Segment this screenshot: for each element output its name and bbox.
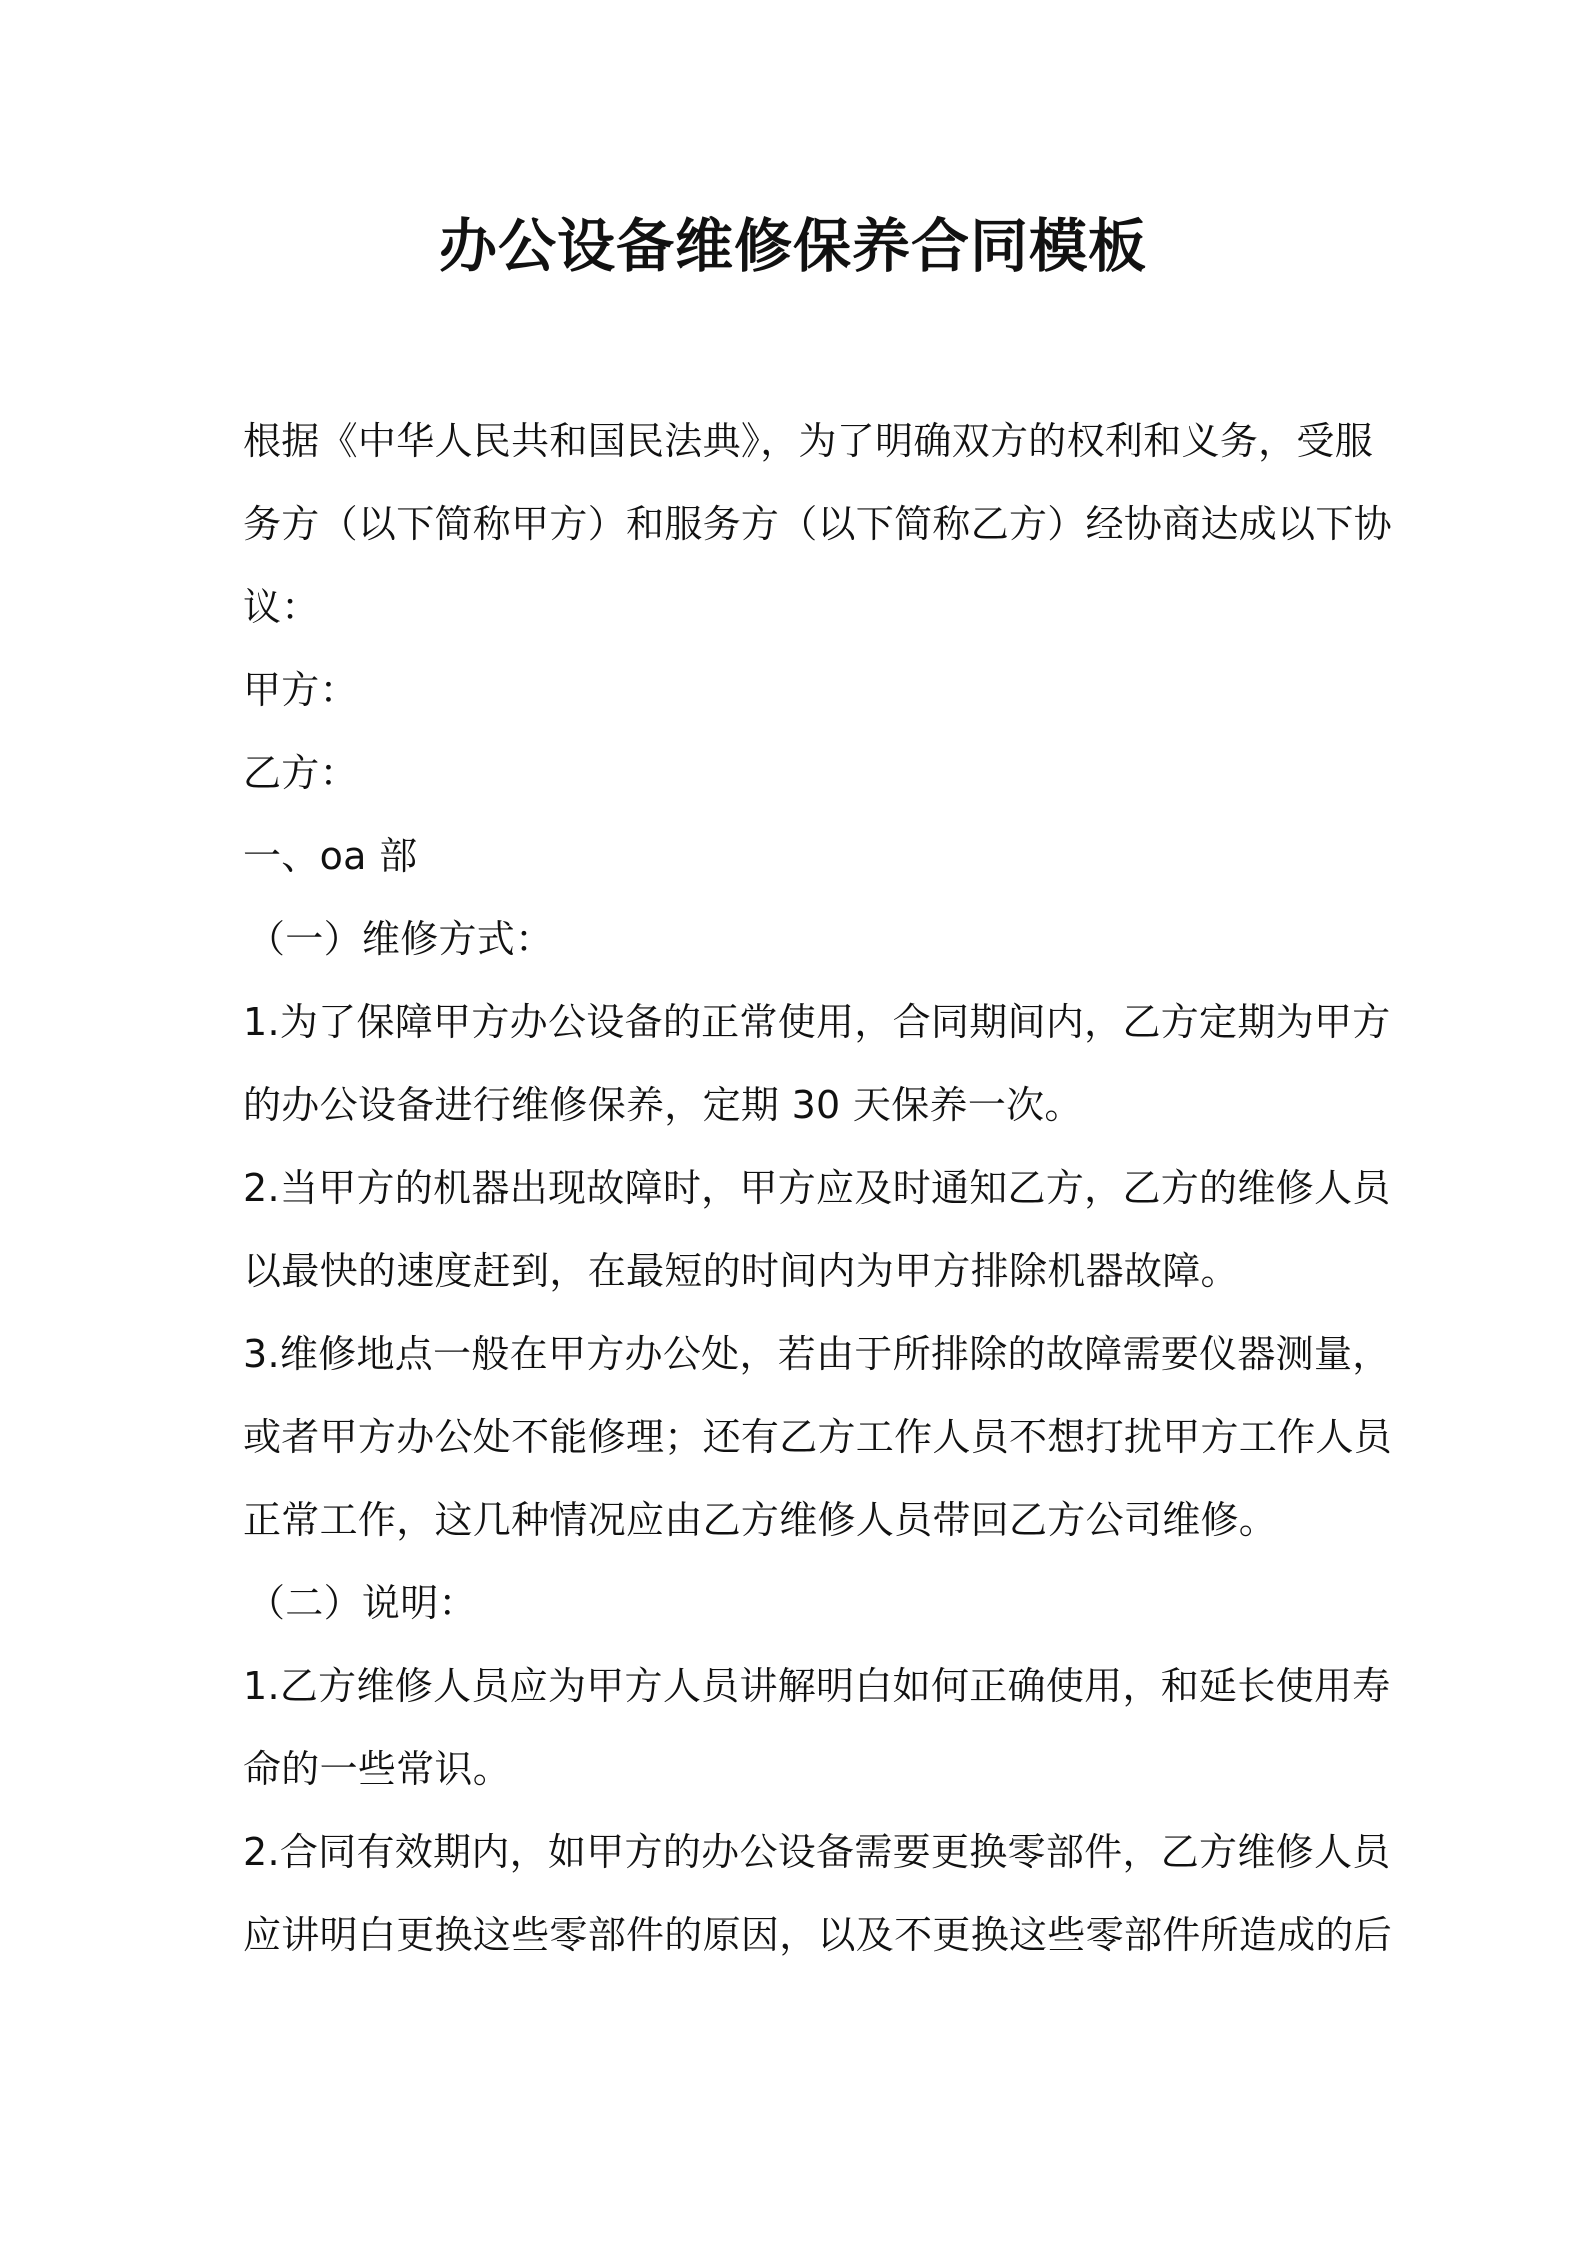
party-a-label: 甲方： (243, 668, 358, 712)
subsection-heading-notes: （二）说明： (247, 1581, 477, 1625)
clause-1-line-1: 1.为了保障甲方办公设备的正常使用，合同期间内，乙方定期为甲方 (243, 1000, 1391, 1044)
body-line-intro-3: 议： (243, 585, 320, 629)
clause-3-line-1: 3.维修地点一般在甲方办公处，若由于所排除的故障需要仪器测量， (243, 1332, 1391, 1376)
clause-2-line-2: 以最快的速度赶到，在最短的时间内为甲方排除机器故障。 (243, 1249, 1239, 1293)
party-b-label: 乙方： (243, 751, 358, 795)
note-1-line-1: 1.乙方维修人员应为甲方人员讲解明白如何正确使用，和延长使用寿 (243, 1664, 1391, 1708)
body-line-intro-1: 根据《中华人民共和国民法典》，为了明确双方的权利和义务，受服 (243, 419, 1374, 463)
clause-2-line-1: 2.当甲方的机器出现故障时，甲方应及时通知乙方，乙方的维修人员 (243, 1166, 1391, 1210)
clause-3-line-2: 或者甲方办公处不能修理；还有乙方工作人员不想打扰甲方工作人员 (243, 1415, 1393, 1459)
note-2-line-2: 应讲明白更换这些零部件的原因，以及不更换这些零部件所造成的后 (243, 1913, 1393, 1957)
section-heading-oa: 一、oa 部 (243, 834, 418, 878)
clause-3-line-3: 正常工作，这几种情况应由乙方维修人员带回乙方公司维修。 (243, 1498, 1278, 1542)
note-1-line-2: 命的一些常识。 (243, 1747, 512, 1791)
subsection-heading-repair-method: （一）维修方式： (247, 917, 554, 961)
document-title: 办公设备维修保养合同模板 (438, 212, 1147, 280)
document-body (243, 400, 1393, 1977)
clause-1-line-2: 的办公设备进行维修保养，定期 30 天保养一次。 (243, 1083, 1083, 1127)
note-2-line-1: 2.合同有效期内，如甲方的办公设备需要更换零部件，乙方维修人员 (243, 1830, 1391, 1874)
body-line-intro-2: 务方（以下简称甲方）和服务方（以下简称乙方）经协商达成以下协 (243, 502, 1393, 546)
